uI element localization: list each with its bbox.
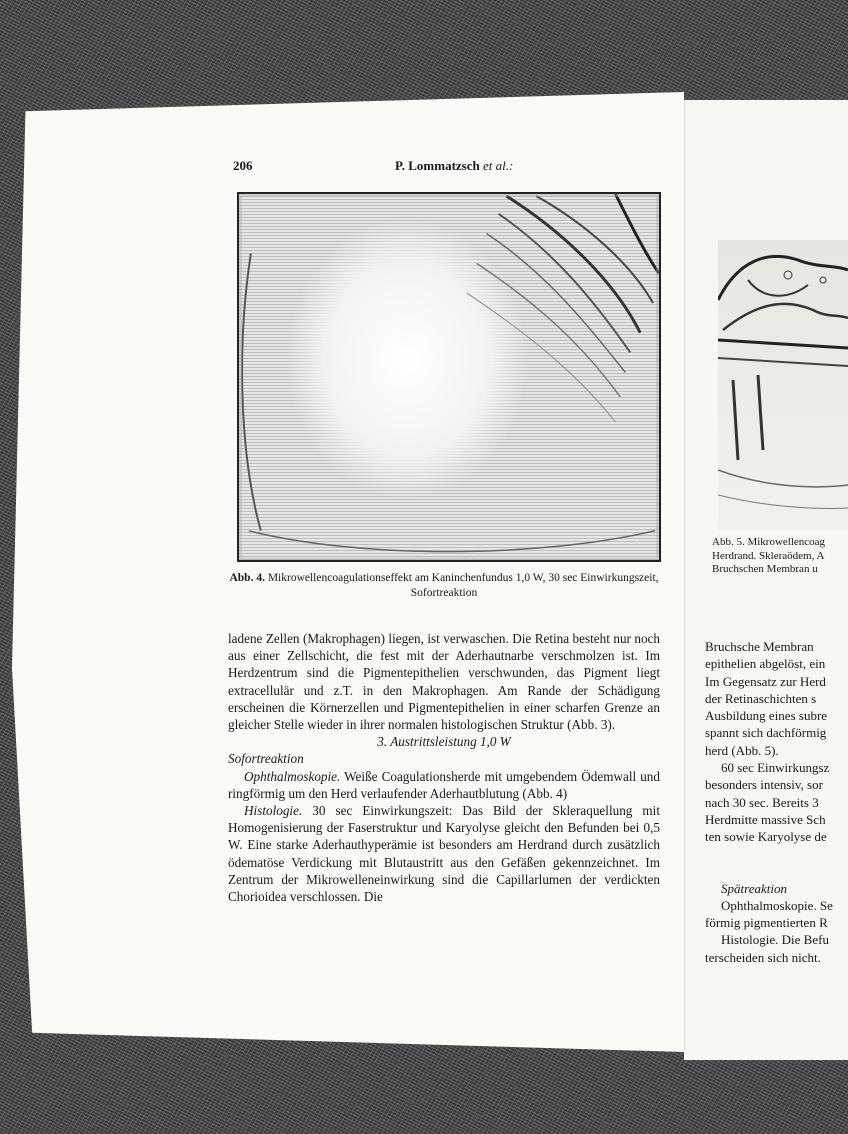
figure-4-caption-text: Mikrowellencoagulationseffekt am Kaninchenfundus 1,0 W, 30 sec Einwirkungszeit, Sofortreaktion [267,572,659,599]
figure-5-caption-line: Abb. 5. Mikrowellencoag [712,536,826,548]
micrograph-graphic [718,240,848,530]
authors-suffix: et al.: [483,158,514,173]
histologie-text: 30 sec Einwirkungszeit: Das Bild der Skleraquellung mit Homogenisierung der Faserstruktur und Karyolyse gleicht den Befunden bei 0,5 W. Eine starke Aderhauthyperämie ist besonders am Herdrand durch zusätzlich ödematöse Verdickung mit Blutaustritt aus den Gefäßen gekennzeichnet. Im Zentrum der Mikrowelleneinwirkung sind die Capillarlumen der verdickten Chorioidea verschlossen. Die [228,803,660,905]
right-text-line: Ophthalmoskopie. Se [721,897,833,913]
running-head-authors [395,158,513,174]
page-number: 206 [233,158,253,173]
figure-5-caption-line: Bruchschen Membran u [712,563,818,575]
right-text-line: Ausbildung eines subre [705,708,828,724]
main-text-column [228,630,660,905]
right-text-line: Im Gegensatz zur Herd [705,673,826,689]
right-subheading: Spätreaktion [721,880,787,896]
subheading-sofortreaktion: Sofortreaktion [228,751,304,767]
right-text-line: herd (Abb. 5). [705,742,779,758]
figure-5-caption-line: Herdrand. Skleraödem, A [712,549,825,562]
ophthalmoskopie-label: Ophthalmoskopie. [244,768,341,784]
figure-4-label: Abb. 4. [229,572,265,584]
right-text-line: 60 sec Einwirkungsz [721,760,830,776]
figure-4-photo [237,192,661,562]
right-text-line: terscheiden sich nicht. [705,949,821,965]
right-text-line: besonders intensiv, sor [705,777,823,793]
section-heading: 3. Austrittsleistung 1,0 W [377,734,511,750]
figure-4-caption [226,571,662,601]
figure-5-caption [712,536,848,577]
right-text-line: Histologie. Die Befu [721,932,829,948]
paragraph-1: ladene Zellen (Makrophagen) liegen, ist verwaschen. Die Retina besteht nur noch aus einer Zellschicht, die fest mit der Aderhautnarbe verschmolzen ist. Im Herdzentrum sind die Pigmentepithelien verschwunden, das Pigment liegt extracellulär und z.T. in den Makrophagen. Am Rande der Schädigung erscheinen die Körnerzellen und Pigmentepithelien in einer scharfen Grenze an gleicher Stelle wieder in ihrer normalen histologischen Struktur (Abb. 3). [228,631,660,733]
right-text-line: ten sowie Karyolyse de [705,829,827,845]
histologie-label: Histologie. [244,803,303,819]
right-text-line: spannt sich dachförmig [705,725,827,741]
ophthalmoskopie-text: Weiße Coagulationsherde mit umgebendem Ödemwall und ringförmig um den Herd verlaufender Aderhautblutung (Abb. 4) [228,768,660,801]
figure-5-micrograph [718,240,848,530]
paragraph-ophthalmoskopie [228,768,660,802]
right-text-line: epithelien abgelöst, ein [705,656,826,672]
right-page-text [705,638,848,966]
running-head [233,158,658,176]
right-text-line: der Retinaschichten s [705,690,817,706]
paragraph-histologie [228,802,660,905]
fundus-photo-graphic [239,194,659,561]
right-text-line: nach 30 sec. Bereits 3 [705,794,819,810]
right-text-line: Herdmitte massive Sch [705,811,826,827]
right-text-line: förmig pigmentierten R [705,915,828,931]
right-text-line: Bruchsche Membran [705,639,814,654]
authors-name: P. Lommatzsch [395,158,480,173]
